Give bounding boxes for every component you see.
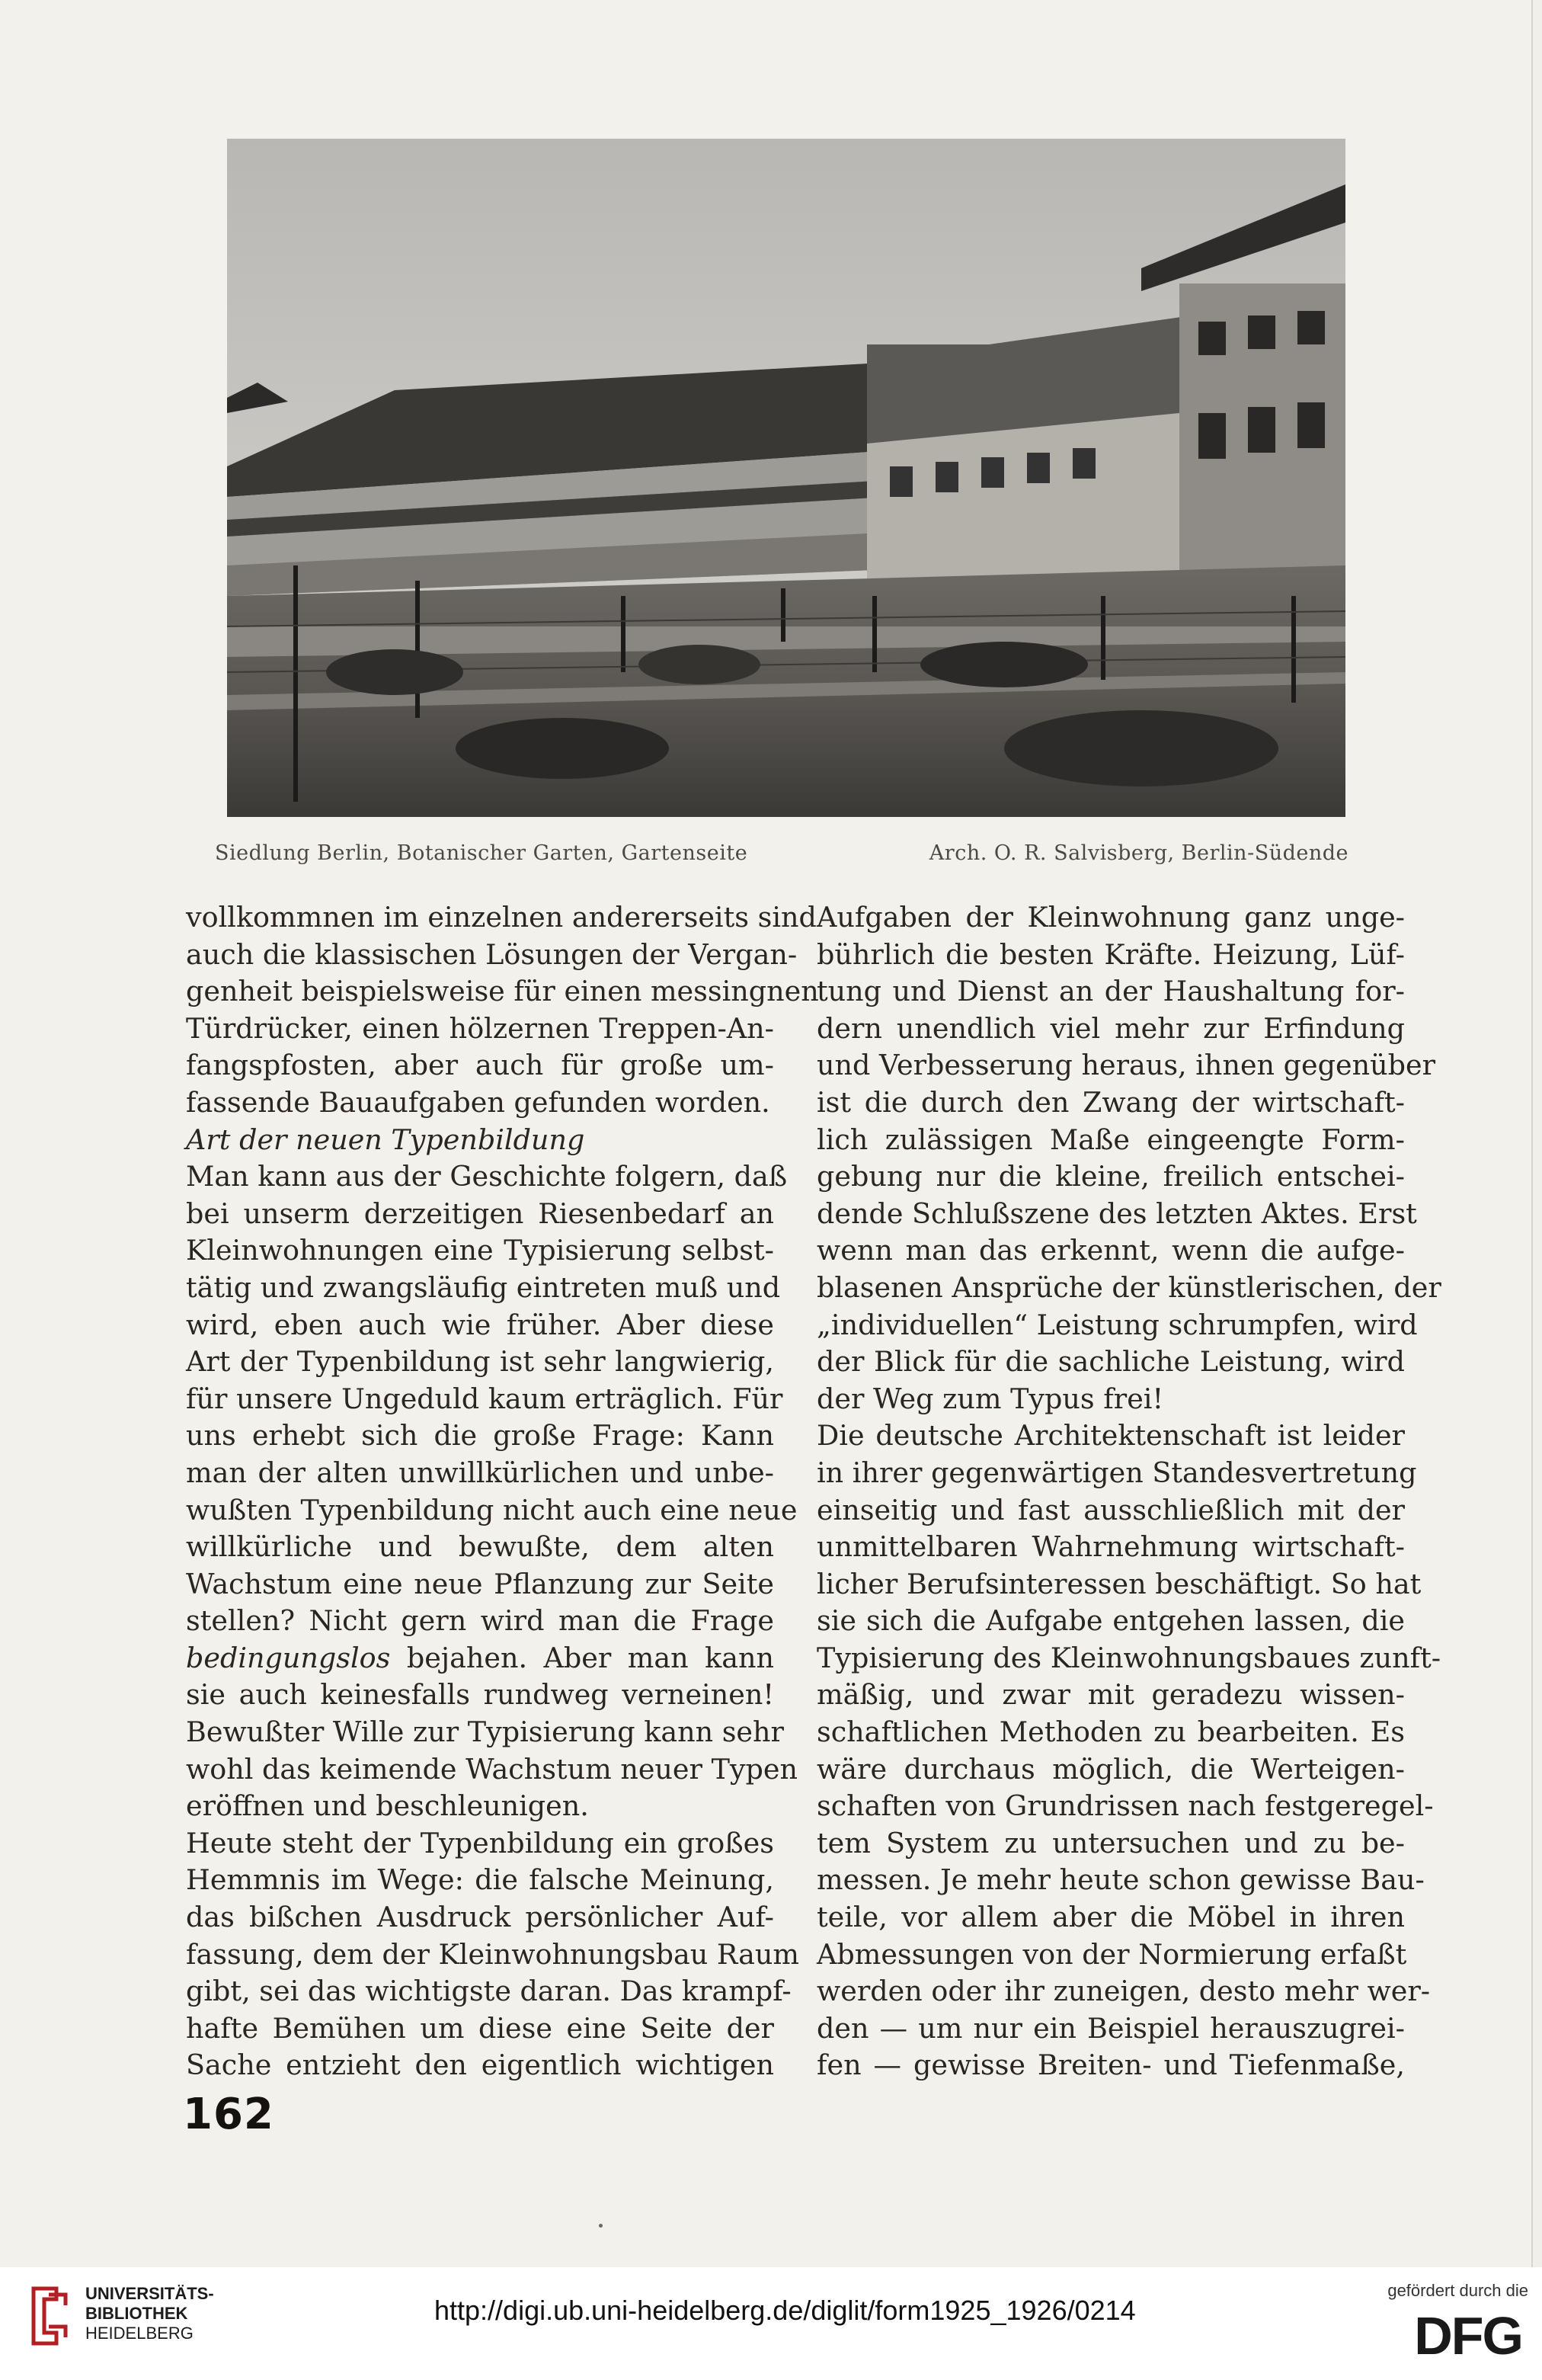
text-line: der Weg zum Typus frei!: [817, 1382, 1164, 1415]
text-line: werden oder ihr zuneigen, desto mehr wer-: [817, 1975, 1431, 2008]
text-line: der Blick für die sachliche Leistung, wird: [817, 1345, 1405, 1379]
text-line: Abmessungen von der Normierung erfaßt: [817, 1937, 1407, 1971]
text-line: hafte Bemühen um diese eine Seite der: [186, 2011, 774, 2045]
text-line: willkürliche und bewußte, dem alten: [186, 1530, 774, 1564]
text-line: „individuellen“ Leistung schrumpfen, wird: [817, 1308, 1418, 1341]
emphasized-word: bedingungslos: [186, 1641, 391, 1674]
text-line: den — um nur ein Beispiel herauszugrei-: [817, 2011, 1405, 2045]
print-mark: [599, 2224, 603, 2228]
text-line: sie auch keinesfalls rundweg verneinen!: [186, 1678, 774, 1712]
permalink-url[interactable]: http://digi.ub.uni-heidelberg.de/diglit/form1925_1926/0214: [434, 2295, 1136, 2326]
text-line: wußten Typenbildung nicht auch eine neue: [186, 1493, 798, 1526]
text-line: uns erhebt sich die große Frage: Kann: [186, 1419, 774, 1453]
text-line: vollkommnen im einzelnen andererseits sind: [186, 901, 817, 934]
text-line: dende Schlußszene des letzten Aktes. Erst: [817, 1196, 1417, 1230]
text-line: licher Berufsinteressen beschäftigt. So hat: [817, 1567, 1422, 1600]
left-text-column: [186, 899, 819, 2084]
text-line: dern unendlich viel mehr zur Erfindung: [817, 1011, 1405, 1045]
text-line: Hemmnis im Wege: die falsche Meinung,: [186, 1863, 774, 1897]
text-line: gibt, sei das wichtigste daran. Das krampf-: [186, 1975, 792, 2008]
text-line: bei unserm derzeitigen Riesenbedarf an: [186, 1196, 774, 1230]
text-line: Heute steht der Typenbildung ein großes: [186, 1826, 774, 1859]
text-line: bührlich die besten Kräfte. Heizung, Lüf-: [817, 937, 1405, 971]
text-line: bedingungslos bejahen. Aber man kann: [186, 1641, 774, 1674]
text-line: Typisierung des Kleinwohnungsbaues zunft-: [817, 1641, 1441, 1674]
text-line: fassung, dem der Kleinwohnungsbau Raum: [186, 1937, 800, 1971]
text-line: lich zulässigen Maße eingeengte Form-: [817, 1123, 1405, 1156]
text-line: tem System zu untersuchen und zu be-: [817, 1826, 1405, 1859]
text-line: eröffnen und beschleunigen.: [186, 1789, 589, 1823]
library-name-line2: BIBLIOTHEK: [85, 2304, 188, 2323]
digitization-footer: [0, 2267, 1542, 2380]
text-line: einseitig und fast ausschließlich mit der: [817, 1493, 1405, 1526]
right-text-column: [817, 899, 1441, 2084]
text-line: blasenen Ansprüche der künstlerischen, der: [817, 1270, 1441, 1304]
text-line: Aufgaben der Kleinwohnung ganz unge-: [817, 901, 1405, 934]
text-line: Sache entzieht den eigentlich wichtigen: [186, 2048, 774, 2082]
text-line: stellen? Nicht gern wird man die Frage: [186, 1604, 774, 1638]
text-line: wäre durchaus möglich, die Werteigen-: [817, 1752, 1405, 1786]
text-line: Art der Typenbildung ist sehr langwierig,: [186, 1345, 774, 1379]
library-name-line3: HEIDELBERG: [85, 2324, 194, 2343]
text-line: fen — gewisse Breiten- und Tiefenmaße,: [817, 2048, 1405, 2082]
text-line: Bewußter Wille zur Typisierung kann sehr: [186, 1715, 784, 1749]
text-line: sie sich die Aufgabe entgehen lassen, die: [817, 1604, 1405, 1638]
text-line: tätig und zwangsläufig eintreten muß und: [186, 1270, 781, 1304]
text-line: fassende Bauaufgaben gefunden worden.: [186, 1085, 770, 1119]
text-line: in ihrer gegenwärtigen Standesvertretung: [817, 1456, 1417, 1489]
text-line: messen. Je mehr heute schon gewisse Bau-: [817, 1863, 1425, 1897]
funding-label: gefördert durch die: [1387, 2281, 1528, 2300]
page-number: 162: [183, 2090, 274, 2139]
text-line: wird, eben auch wie früher. Aber diese: [186, 1308, 774, 1341]
photo-caption-title: Siedlung Berlin, Botanischer Garten, Gartenseite: [215, 841, 748, 865]
university-library-logo-icon: [26, 2284, 72, 2348]
text-line: unmittelbaren Wahrnehmung wirtschaft-: [817, 1530, 1405, 1564]
text-line: ist die durch den Zwang der wirtschaft-: [817, 1085, 1405, 1119]
text-line: fangspfosten, aber auch für große um-: [186, 1049, 774, 1082]
text-line: Art der neuen Typenbildung: [186, 1123, 585, 1156]
text-line: wenn man das erkennt, wenn die aufge-: [817, 1234, 1405, 1267]
text-line: schaftlichen Methoden zu bearbeiten. Es: [817, 1715, 1405, 1749]
text-line: für unsere Ungeduld kaum erträglich. Für: [186, 1382, 783, 1415]
text-line: Türdrücker, einen hölzernen Treppen-An-: [186, 1011, 774, 1045]
text-line: man der alten unwillkürlichen und unbe-: [186, 1456, 774, 1489]
text-line: mäßig, und zwar mit geradezu wissen-: [817, 1678, 1405, 1712]
text-line: wohl das keimende Wachstum neuer Typen: [186, 1752, 798, 1786]
text-line: auch die klassischen Lösungen der Vergan-: [186, 937, 798, 971]
text-line: Kleinwohnungen eine Typisierung selbst-: [186, 1234, 774, 1267]
text-line: und Verbesserung heraus, ihnen gegenüber: [817, 1049, 1436, 1082]
housing-estate-photo: [227, 139, 1345, 817]
text-line: das bißchen Ausdruck persönlicher Auf-: [186, 1901, 774, 1934]
text-line: Man kann aus der Geschichte folgern, daß: [186, 1160, 788, 1193]
text-line: Die deutsche Architektenschaft ist leider: [817, 1419, 1405, 1453]
photo-illustration: [227, 139, 1345, 817]
dfg-logo: DFG: [1414, 2306, 1522, 2366]
library-name: [85, 2284, 214, 2343]
photo-caption-architect: Arch. O. R. Salvisberg, Berlin-Südende: [929, 841, 1348, 865]
text-line: genheit beispielsweise für einen messingnen: [186, 975, 819, 1008]
text-line: tung und Dienst an der Haushaltung for-: [817, 975, 1405, 1008]
text-line: schaften von Grundrissen nach festgeregel-: [817, 1789, 1434, 1823]
library-name-line1: UNIVERSITÄTS-: [85, 2284, 214, 2303]
text-line: gebung nur die kleine, freilich entschei-: [817, 1160, 1405, 1193]
text-line: Wachstum eine neue Pflanzung zur Seite: [186, 1567, 774, 1600]
text-line: teile, vor allem aber die Möbel in ihren: [817, 1901, 1405, 1934]
